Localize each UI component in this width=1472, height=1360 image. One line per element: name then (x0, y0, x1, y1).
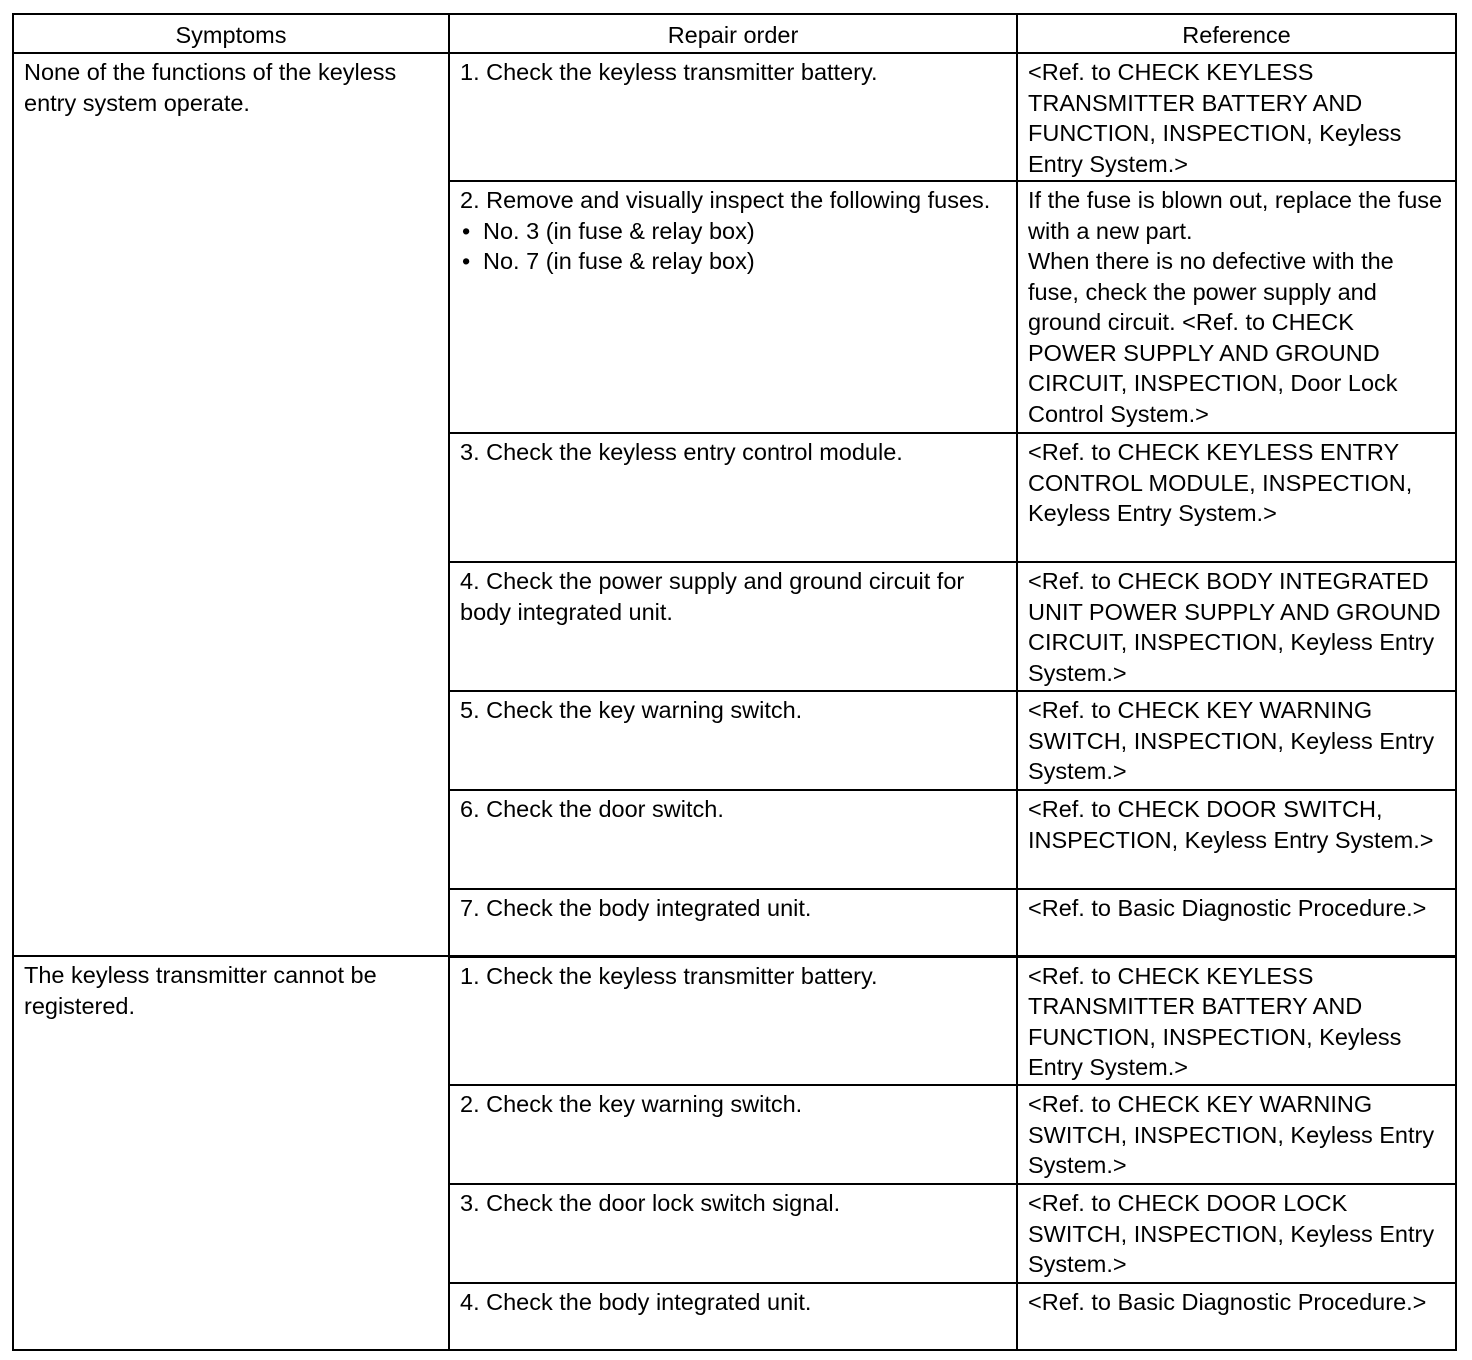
repair-step-cell: 3. Check the door lock switch signal. (449, 1184, 1017, 1283)
reference-cell: <Ref. to CHECK KEYLESS TRANSMITTER BATTERY AND FUNCTION, INSPECTION, Keyless Entry System.> (1017, 956, 1456, 1085)
header-reference: Reference (1017, 14, 1456, 53)
repair-step-cell: 1. Check the keyless transmitter battery. (449, 956, 1017, 1085)
fuse-list (460, 216, 1006, 277)
reference-cell: <Ref. to CHECK DOOR LOCK SWITCH, INSPECTION, Keyless Entry System.> (1017, 1184, 1456, 1283)
reference-cell: <Ref. to CHECK KEY WARNING SWITCH, INSPECTION, Keyless Entry System.> (1017, 1085, 1456, 1184)
reference-cell: <Ref. to Basic Diagnostic Procedure.> (1017, 1283, 1456, 1350)
reference-cell: <Ref. to CHECK KEYLESS TRANSMITTER BATTERY AND FUNCTION, INSPECTION, Keyless Entry System.> (1017, 53, 1456, 181)
repair-step-cell: 3. Check the keyless entry control module. (449, 433, 1017, 562)
reference-cell: <Ref. to CHECK BODY INTEGRATED UNIT POWER SUPPLY AND GROUND CIRCUIT, INSPECTION, Keyless Entry System.> (1017, 562, 1456, 691)
repair-step-cell: 4. Check the body integrated unit. (449, 1283, 1017, 1350)
diagnostic-table (12, 13, 1457, 1351)
repair-step-cell: 2. Check the key warning switch. (449, 1085, 1017, 1184)
reference-text: If the fuse is blown out, replace the fuse with a new part. (1028, 187, 1443, 244)
list-item: • No. 7 (in fuse & relay box) (460, 246, 1006, 277)
header-row (13, 14, 1456, 53)
repair-step-cell: 6. Check the door switch. (449, 790, 1017, 889)
reference-text-2: When there is no defective with the fuse, check the power supply and ground circuit. <Ref. to CHECK POWER SUPPLY AND GROUND CIRCUIT, INSPECTION, Door Lock Control System.> (1028, 248, 1398, 427)
repair-step-cell: 7. Check the body integrated unit. (449, 889, 1017, 956)
table-row (13, 53, 1456, 181)
symptom-cell: None of the functions of the keyless entry system operate. (13, 53, 449, 956)
reference-cell (1017, 181, 1456, 433)
reference-cell: <Ref. to CHECK KEYLESS ENTRY CONTROL MODULE, INSPECTION, Keyless Entry System.> (1017, 433, 1456, 562)
list-item: • No. 3 (in fuse & relay box) (460, 216, 1006, 247)
reference-cell: <Ref. to Basic Diagnostic Procedure.> (1017, 889, 1456, 956)
repair-step-text: 2. Remove and visually inspect the following fuses. (460, 187, 991, 213)
reference-cell: <Ref. to CHECK DOOR SWITCH, INSPECTION, Keyless Entry System.> (1017, 790, 1456, 889)
header-repair-order: Repair order (449, 14, 1017, 53)
header-symptoms: Symptoms (13, 14, 449, 53)
reference-cell: <Ref. to CHECK KEY WARNING SWITCH, INSPECTION, Keyless Entry System.> (1017, 691, 1456, 790)
table-row (13, 956, 1456, 1085)
repair-step-cell: 4. Check the power supply and ground circuit for body integrated unit. (449, 562, 1017, 691)
symptom-cell: The keyless transmitter cannot be registered. (13, 956, 449, 1350)
repair-step-cell: 1. Check the keyless transmitter battery. (449, 53, 1017, 181)
repair-step-cell: 5. Check the key warning switch. (449, 691, 1017, 790)
repair-step-cell (449, 181, 1017, 433)
